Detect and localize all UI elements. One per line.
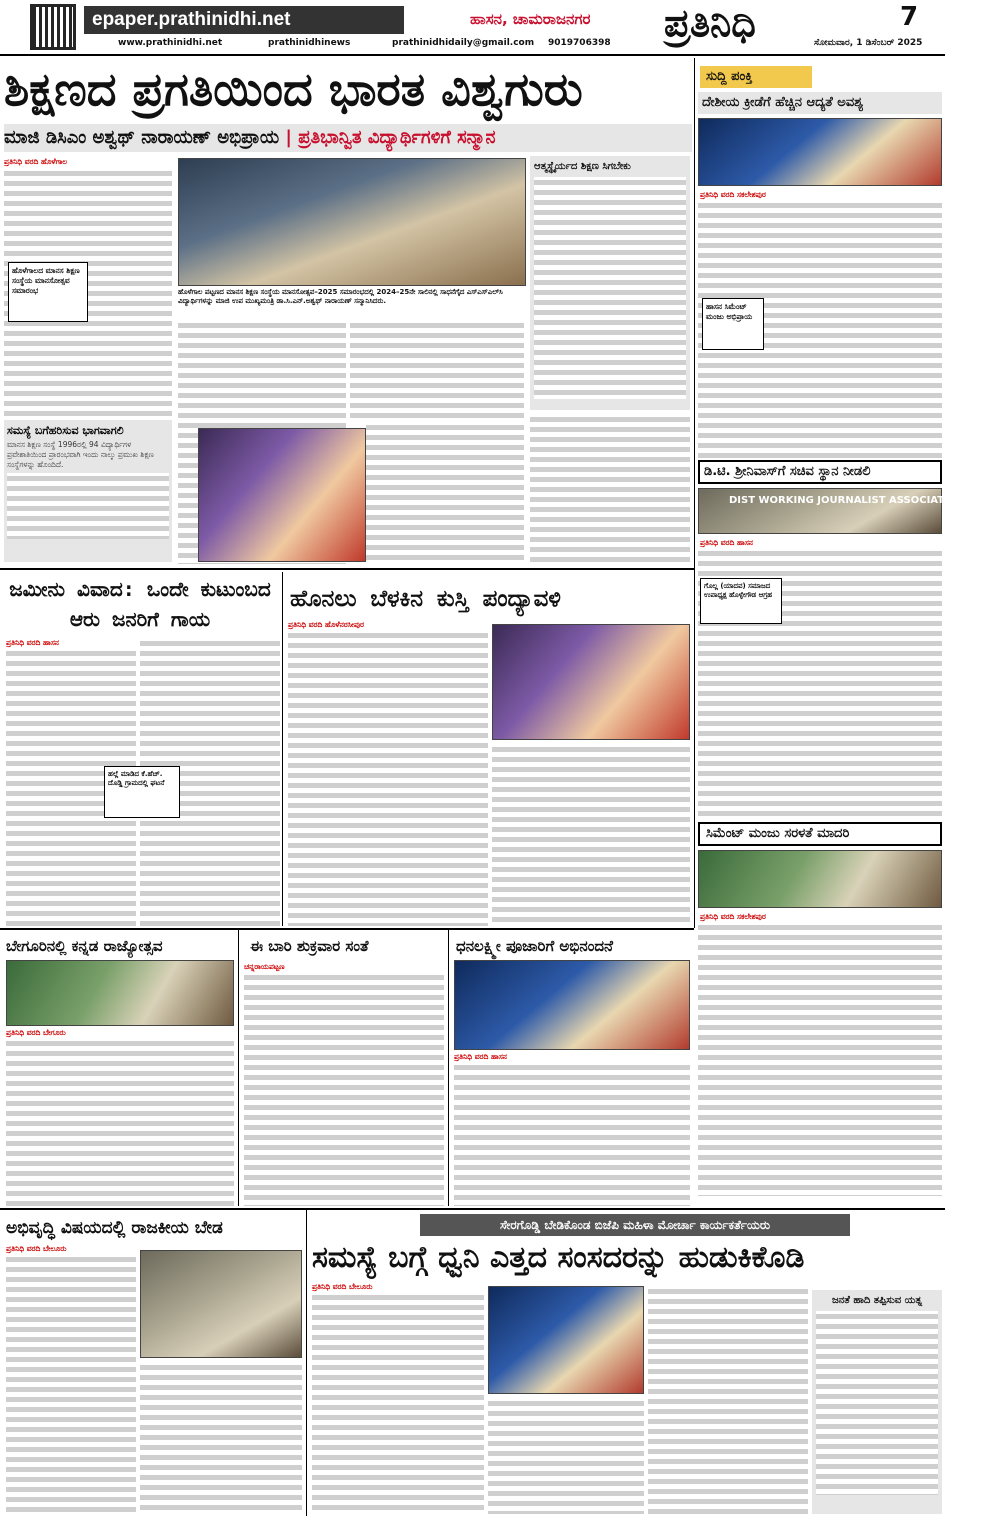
begur-dateline: ಪ್ರತಿನಿಧಿ ವರದಿ ಬೇಗೂರು — [6, 1028, 66, 1037]
suddi-dateline: ಪ್ರತಿನಿಧಿ ವರದಿ ಸಕಲೇಶಪುರ — [700, 190, 766, 199]
begur-photo — [6, 960, 234, 1026]
lead-dateline: ಪ್ರತಿನಿಧಿ ವರದಿ ಹೊಳೆಗಾಲ — [4, 157, 68, 166]
land-headline: ಜಮೀನು ವಿವಾದ: ಒಂದೇ ಕುಟುಂಬದ ಆರು ಜನರಿಗೆ ಗಾಯ — [9, 577, 271, 631]
wrestling-dateline: ಪ್ರತಿನಿಧಿ ವರದಿ ಹೊಳೆನರಸೀಪುರ — [288, 620, 364, 629]
lead-subhead-part2: ಪ್ರತಿಭಾನ್ವಿತ ವಿದ್ಯಾರ್ಥಿಗಳಿಗೆ ಸನ್ಮಾನ — [298, 127, 496, 148]
quote-box-body: ಮಾನಸ ಶಿಕ್ಷಣ ಸಂಸ್ಥೆ 1996ರಲ್ಲಿ 94 ವಿದ್ಯಾರ್ಥಿಗಳ ಪ್ರವೇಶಾತಿಯಿಂದ ಪ್ರಾರಂಭವಾಗಿ ಇಂದು ನಾಲ್ಕು ಪ್ರಮುಖ ಶಿಕ್ಷಣ ಸಂಸ್ಥೆಗಳನ್ನು ಹೊಂದಿದೆ. — [7, 440, 154, 469]
suddi-photo — [698, 118, 942, 186]
develop-photo — [140, 1250, 302, 1358]
suddi-pullquote-text: ಹಾಸನ ಸಿಮೆಂಟ್ ಮಂಜು ಅಭಿಪ್ರಾಯ — [706, 302, 753, 321]
lead-ceremony-photo — [198, 428, 366, 562]
edition-label: ಹಾಸನ, ಚಾಮರಾಜನಗರ — [470, 10, 591, 28]
lead-subhead-part1: ಮಾಜಿ ಡಿಸಿಎಂ ಅಶ್ವಥ್ ನಾರಾಯಣ್ ಅಭಿಪ್ರಾಯ — [4, 127, 280, 148]
social-handle[interactable]: prathinidhinews — [268, 38, 351, 48]
qr-code-icon — [30, 4, 76, 50]
phone-number: 9019706398 — [548, 38, 611, 48]
cement-dateline: ಪ್ರತಿನಿಧಿ ವರದಿ ಸಕಲೇಶಪುರ — [700, 912, 766, 921]
website-link[interactable]: www.prathinidhi.net — [118, 38, 223, 48]
wrestling-body-col1 — [288, 630, 488, 926]
lead-body-col4 — [366, 422, 524, 564]
develop-body-col2 — [140, 1362, 302, 1514]
dt-photo — [698, 488, 985, 534]
lead-quote-box — [4, 420, 172, 562]
epaper-url[interactable]: epaper.prathinidhi.net — [84, 6, 404, 34]
bjp-body-col3 — [648, 1286, 808, 1514]
lead-body-col5 — [530, 414, 690, 564]
cement-headline: ಸಿಮೆಂಟ್ ಮಂಜು ಸರಳತೆ ಮಾದರಿ — [698, 822, 942, 846]
santhe-dateline: ಚನ್ನರಾಯಪಟ್ಟಣ — [244, 962, 285, 971]
issue-date: ಸೋಮವಾರ, 1 ಡಿಸೆಂಬರ್ 2025 — [814, 38, 923, 48]
bjp-side-title: ಜನತೆ ಹಾದಿ ತಪ್ಪಿಸುವ ಯತ್ನ — [831, 1295, 923, 1306]
email-address[interactable]: prathinidhidaily@gmail.com — [392, 38, 535, 48]
sidebar-box-text: ಹೊಳೆಗಾಲದ ಮಾನಸ ಶಿಕ್ಷಣ ಸಂಸ್ಥೆಯ ಮಾನಸೋತ್ಸವ ಸಮಾರಂಭ — [12, 266, 80, 295]
suddi-label: ಸುದ್ದಿ ಪಂಕ್ತಿ — [700, 66, 812, 88]
land-pullquote — [104, 766, 180, 818]
cement-photo — [698, 850, 942, 908]
dt-headline: ಡಿ.ಟಿ. ಶ್ರೀನಿವಾಸ್‌ಗೆ ಸಚಿವ ಸ್ಥಾನ ನೀಡಲಿ — [698, 460, 942, 484]
lead-main-photo — [178, 158, 526, 286]
priest-dateline: ಪ್ರತಿನಿಧಿ ವರದಿ ಹಾಸನ — [454, 1052, 507, 1061]
wrestling-photo — [492, 624, 690, 740]
quote-box-title: ಸಮಸ್ಯೆ ಬಗೆಹರಿಸುವ ಭಾಗವಾಗಲಿ — [7, 424, 124, 437]
inset-box-title: ಆತ್ಮಸ್ಥೈರ್ಯದ ಶಿಕ್ಷಣ ಸಿಗಬೇಕು — [534, 161, 631, 172]
wrestling-headline: ಹೊನಲು ಬೆಳಕಿನ ಕುಸ್ತಿ ಪಂದ್ಯಾವಳಿ — [290, 586, 561, 612]
bjp-dateline: ಪ್ರತಿನಿಧಿ ವರದಿ ಬೇಲೂರು — [312, 1282, 373, 1291]
develop-headline: ಅಭಿವೃದ್ಧಿ ವಿಷಯದಲ್ಲಿ ರಾಜಕೀಯ ಬೇಡ — [6, 1218, 223, 1238]
land-dateline: ಪ್ರತಿನಿಧಿ ವರದಿ ಹಾಸನ — [6, 638, 59, 647]
page-number: 7 — [900, 2, 919, 32]
begur-headline: ಬೇಗೂರಿನಲ್ಲಿ ಕನ್ನಡ ರಾಜ್ಯೋತ್ಸವ — [6, 937, 163, 955]
lead-headline: ಶಿಕ್ಷಣದ ಪ್ರಗತಿಯಿಂದ ಭಾರತ ವಿಶ್ವಗುರು — [4, 62, 583, 116]
begur-body — [6, 1038, 234, 1206]
lead-photo-caption: ಹೊಳೆಗಾಲ ಪಟ್ಟಣದ ಮಾನಸ ಶಿಕ್ಷಣ ಸಂಸ್ಥೆಯ ಮಾನಸೋತ್ಸವ–2025 ಸಮಾರಂಭದಲ್ಲಿ 2024–25ನೇ ಸಾಲಿನಲ್ಲಿ ಸಾಧನೆಗೈದ ಎಸ್‌ಎಸ್‌ಎಲ್‌ಸಿ ವಿದ್ಯಾರ್ಥಿಗಳನ್ನು ಮಾಜಿ ಉಪ ಮುಖ್ಯಮಂತ್ರಿ ಡಾ.ಸಿ.ಎನ್.ಅಶ್ವಥ್ ನಾರಾಯಣ್ ಸನ್ಮಾನಿಸಿದರು. — [178, 288, 503, 305]
priest-body — [454, 1062, 690, 1206]
santhe-headline: ಈ ಬಾರಿ ಶುಕ್ರವಾರ ಸಂತೆ — [250, 937, 369, 955]
wrestling-body-col2 — [492, 744, 690, 926]
bjp-body-col2 — [488, 1398, 644, 1514]
dt-dateline: ಪ್ರತಿನಿಧಿ ವರದಿ ಹಾಸನ — [700, 538, 753, 547]
priest-photo — [454, 960, 690, 1050]
masthead — [0, 0, 945, 56]
dt-pullquote — [700, 578, 782, 624]
lead-subhead: ಮಾಜಿ ಡಿಸಿಎಂ ಅಶ್ವಥ್ ನಾರಾಯಣ್ ಅಭಿಪ್ರಾಯ | ಪ್ರತಿಭಾನ್ವಿತ ವಿದ್ಯಾರ್ಥಿಗಳಿಗೆ ಸನ್ಮಾನ — [4, 124, 692, 152]
bjp-photo — [488, 1286, 644, 1394]
dt-banner-text: DIST WORKING JOURNALIST ASSOCIATION (R) — [729, 495, 985, 506]
lead-body-col3 — [350, 320, 524, 420]
bjp-kicker: ಸೇರಗೊಡ್ಡಿ ಬೇಡಿಕೊಂಡ ಬಿಜೆಪಿ ಮಹಿಳಾ ಮೋರ್ಚಾ ಕಾರ್ಯಕರ್ತೆಯರು — [420, 1214, 850, 1236]
lead-sidebar-box — [8, 262, 88, 322]
suddi-headline: ದೇಶೀಯ ಕ್ರೀಡೆಗೆ ಹೆಚ್ಚಿನ ಆದ್ಯತೆ ಅವಶ್ಯ — [698, 92, 942, 114]
suddi-pullquote — [702, 298, 764, 350]
santhe-body — [244, 972, 444, 1206]
bjp-side-box — [812, 1290, 942, 1514]
dt-pullquote-text: ಗೊಲ್ಲ (ಯಾದವ) ಸಮಾಜದ ಉಪಾಧ್ಯಕ್ಷ ಹೊಳ್ಳೇಗೌಡ ಆಗ್ರಹ — [704, 582, 773, 599]
develop-dateline: ಪ್ರತಿನಿಧಿ ವರದಿ ಬೇಲೂರು — [6, 1244, 67, 1253]
priest-headline: ಧನಲಕ್ಷ್ಮೀ ಪೂಜಾರಿಗೆ ಅಭಿನಂದನೆ — [456, 937, 613, 955]
bjp-body-col1 — [312, 1292, 484, 1514]
bjp-headline: ಸಮಸ್ಯೆ ಬಗ್ಗೆ ಧ್ವನಿ ಎತ್ತದ ಸಂಸದರನ್ನು ಹುಡುಕಿಕೊಡಿ — [312, 1240, 805, 1275]
develop-body-col1 — [6, 1254, 136, 1514]
land-pullquote-text: ಹಲ್ಲೆ ಮಾಡಿದ ಕೆ.ಹೆಚ್. ದೊಡ್ಡಿ ಗ್ರಾಮದಲ್ಲಿ ಘಟನೆ — [108, 770, 165, 787]
lead-inset-box — [530, 156, 690, 410]
brand-logo: ಪ್ರತಿನಿಧಿ — [664, 0, 756, 45]
cement-body — [698, 922, 942, 1196]
